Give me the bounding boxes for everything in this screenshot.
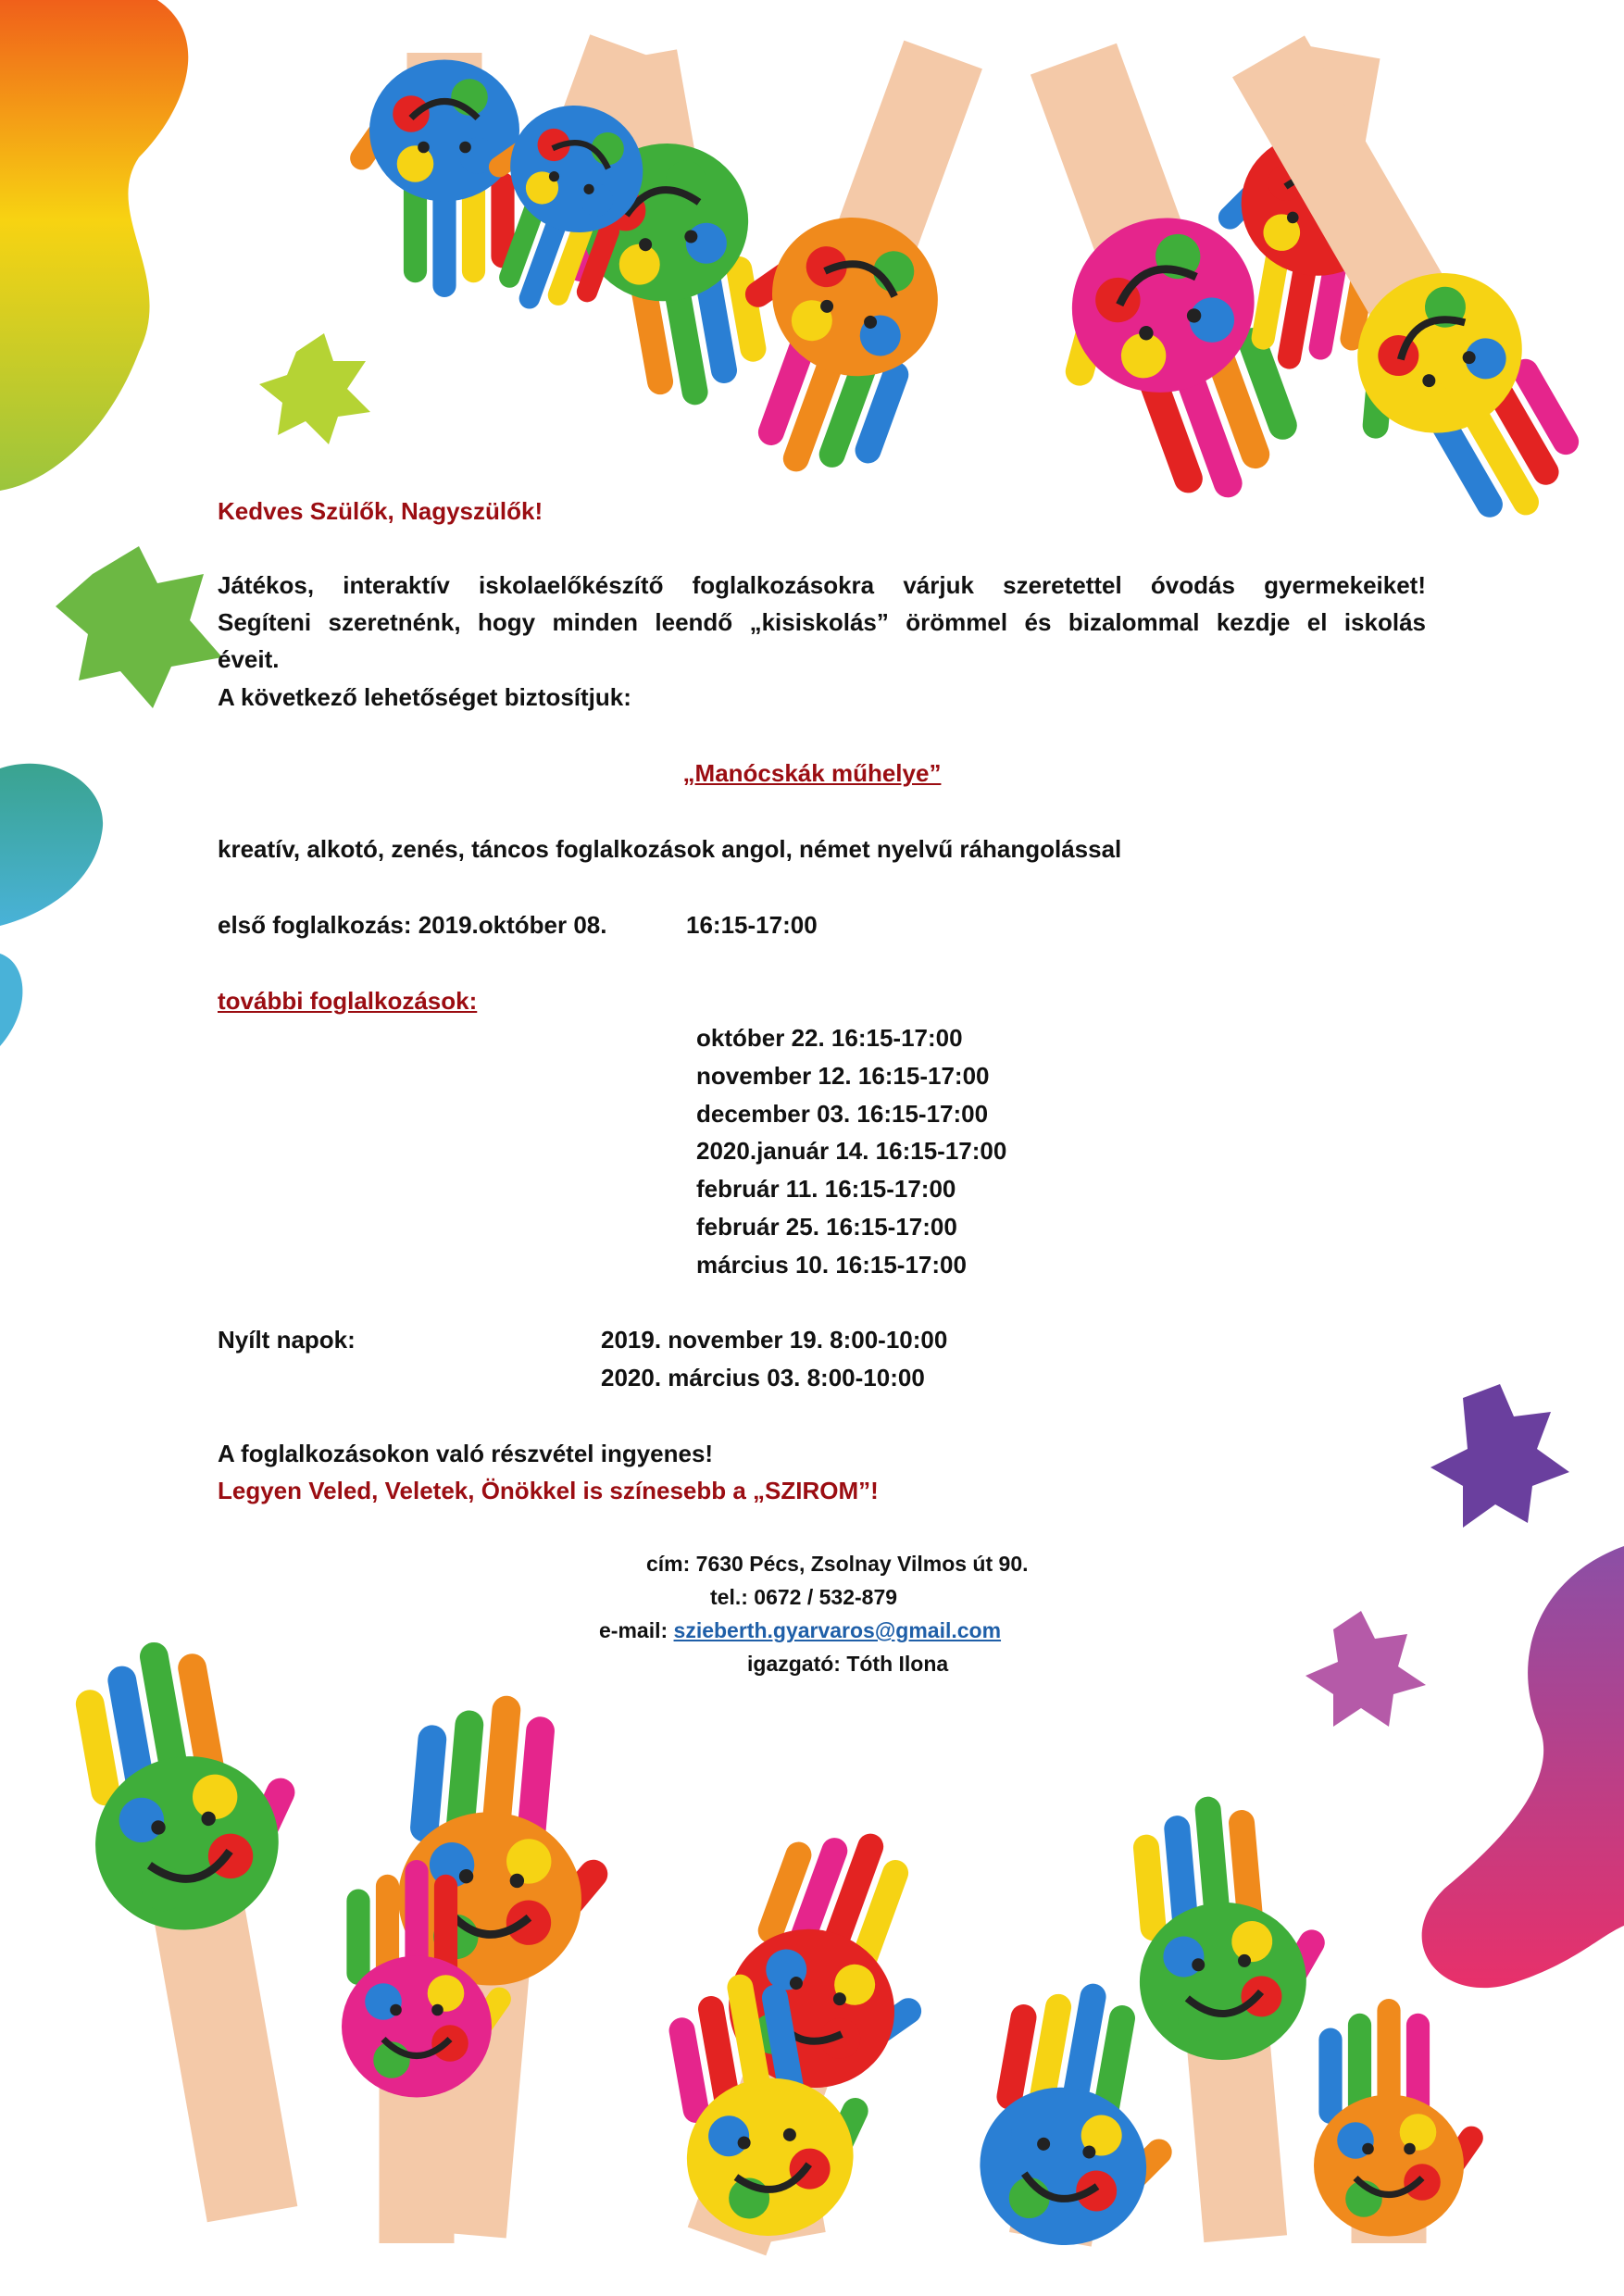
paint-splash-right [1422,1546,1624,1988]
paint-splash-green-star [259,333,370,444]
session-date: 2020.január 14. 16:15-17:00 [696,1137,1007,1165]
eye [431,2004,443,2016]
painted-hand [528,43,780,424]
contact-email-label: e-mail: [599,1618,674,1642]
program-description: kreatív, alkotó, zenés, táncos foglalkozások angol, német nyelvű ráhangolással [218,835,1122,863]
paint-dot [1400,2114,1437,2151]
arm [151,1885,298,2222]
contact-email-link[interactable]: szieberth.gyarvaros@gmail.com [673,1618,1002,1642]
intro-line-1: Játékos, interaktív iskolaelőkészítő foglalkozásokra várjuk szeretettel óvodás gyermekeiket! [218,571,1426,599]
painted-hand [1314,1999,1488,2243]
paint-splash-top-left [0,0,188,491]
session-date: február 25. 16:15-17:00 [696,1213,957,1241]
session-date: október 22. 16:15-17:00 [696,1024,963,1052]
palm [968,2075,1159,2259]
contact-director: igazgató: Tóth Ilona [747,1652,949,1676]
palm [342,1956,492,2098]
painted-hand [61,1622,371,2230]
further-sessions-label: további foglalkozások: [218,987,478,1015]
paint-splash-blue-left [0,954,22,1046]
paint-dot [428,1975,465,2012]
greeting: Kedves Szülők, Nagyszülők! [218,497,543,525]
first-session-label: első foglalkozás: 2019.október 08. [218,911,607,939]
eye [418,142,430,154]
paint-splash-green-left [56,546,222,708]
eye [1404,2143,1416,2155]
paint-splash-purple-star [1430,1384,1569,1528]
open-day-date: 2019. november 19. 8:00-10:00 [601,1326,948,1354]
program-title: „Manócskák műhelye” [682,759,942,787]
palm [369,60,519,202]
paint-dot [397,145,434,182]
slogan: Legyen Veled, Veletek, Önökkel is színesebb a „SZIROM”! [218,1477,879,1504]
eye [1362,2143,1374,2155]
open-day-date: 2020. március 03. 8:00-10:00 [601,1364,925,1391]
finger [1132,1833,1168,1941]
intro-line-2: Segíteni szeretnénk, hogy minden leendő „kisiskolás” örömmel és bizalommal kezdje el iskolás [218,608,1426,636]
intro-line-3: éveit. [218,645,280,673]
intro-line-4: A következő lehetőséget biztosítjuk: [218,683,631,711]
first-session-time: 16:15-17:00 [686,911,818,939]
contact-address: cím: 7630 Pécs, Zsolnay Vilmos út 90. [646,1552,1029,1576]
free-notice: A foglalkozásokon való részvétel ingyenes! [218,1440,714,1467]
finger [1318,2028,1342,2125]
paint-splash-pink-star [1305,1611,1426,1727]
session-date: november 12. 16:15-17:00 [696,1062,990,1090]
contact-email-row [599,1614,1001,1647]
finger [346,1890,369,1986]
session-date: december 03. 16:15-17:00 [696,1100,989,1128]
session-date: február 11. 16:15-17:00 [696,1175,956,1203]
session-date: március 10. 16:15-17:00 [696,1251,967,1279]
palm [1314,2095,1464,2237]
eye [390,2004,402,2016]
open-days-label: Nyílt napok: [218,1326,356,1354]
contact-phone: tel.: 0672 / 532-879 [710,1585,898,1609]
eye [459,142,471,154]
